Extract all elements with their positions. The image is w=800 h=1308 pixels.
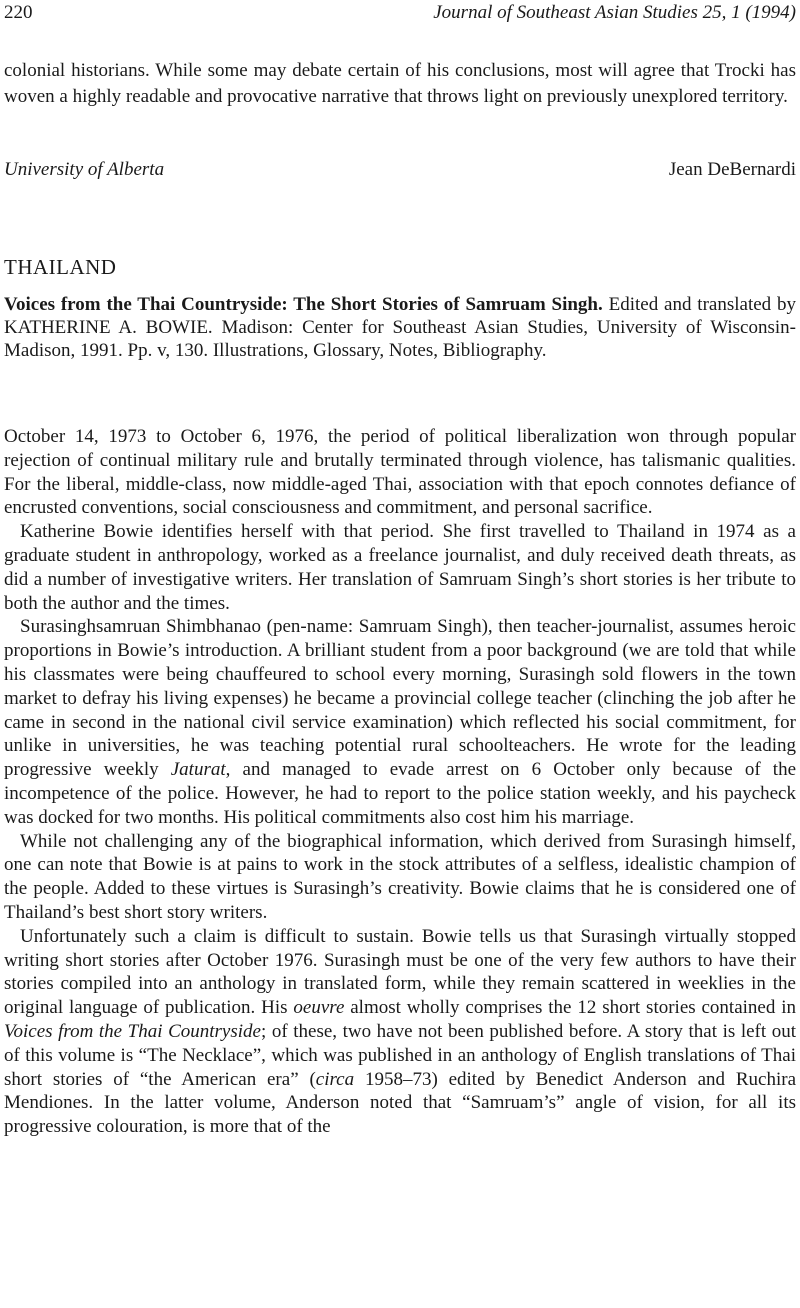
paragraph-2: Katherine Bowie identifies herself with that period. She first travelled to Thailand in 1974 as a graduate student in anthropology, worked as a freelance journalist, and duly received death threats, as did a number of investigative writers. Her translation of Samruam Singh’s short stories is her tribute to both the author and the times. (4, 521, 796, 614)
previous-review-ending (4, 58, 796, 111)
reviewer-institution: University of Alberta (4, 159, 165, 180)
book-citation (4, 293, 796, 362)
section-heading: THAILAND (4, 255, 117, 279)
book-details: Edited and translated by KATHERINE A. BOWIE. Madison: Center for Southeast Asian Studies, University of Wisconsin-Madison, 1991. Pp. v, 130. Illustrations, Glossary, Notes, Bibliography. (4, 294, 797, 361)
book-title-italic: Voices from the Thai Countryside (4, 1020, 261, 1042)
closing-paragraph: colonial historians. While some may debate certain of his conclusions, most will agree that Trocki has woven a highly readable and provocative narrative that throws light on previously unexplored territory. (4, 60, 796, 108)
reviewer-signature (4, 159, 796, 187)
paragraph-1: October 14, 1973 to October 6, 1976, the period of political liberalization won through popular rejection of continual military rule and brutally terminated through violence, has talismanic qualities. For the liberal, middle-class, now middle-aged Thai, association with that epoch connotes defiance of encrusted conventions, social consciousness and commitment, and personal sacrifice. (4, 426, 796, 519)
book-title: Voices from the Thai Countryside: The Short Stories of Samruam Singh. (4, 294, 603, 315)
running-head: Journal of Southeast Asian Studies 25, 1 (1994) (433, 2, 796, 23)
paragraph-5: Unfortunately such a claim is difficult to sustain. Bowie tells us that Surasingh virtually stopped writing short stories after October 1976. Surasingh must be one of the very few authors to have their stories compiled into an anthology in translated form, while they remain scattered in weeklies in the original language of publication. His oeuvre almost wholly comprises the 12 short stories contained in Voices from the Thai Countryside; of these, two have not been published before. A story that is left out of this volume is “The Necklace”, which was published in an anthology of English translations of Thai short stories of “the American era” (circa 1958–73) edited by Benedict Anderson and Ruchira Mendiones. In the latter volume, Anderson noted that “Samruam’s” angle of vision, for all its progressive colouration, is more that of the (4, 925, 797, 1138)
page-number: 220 (4, 2, 33, 23)
page-header (4, 2, 796, 32)
periodical-title: Jaturat (170, 759, 226, 781)
paragraph-3: Surasinghsamruan Shimbhanao (pen-name: Samruam Singh), then teacher-journalist, assumes heroic proportions in Bowie’s introduction. A brilliant student from a poor background (we are told that while his classmates were being chauffeured to school every morning, Surasingh sold flowers in the town market to defray his living expenses) he became a provincial college teacher (clinching the job after he came in second in the national civil service examination) which reflected his social commitment, for unlike in universities, he was teaching potential rural schoolteachers. He wrote for the leading progressive weekly Jaturat, and managed to evade arrest on 6 October only because of the incompetence of the police. However, he had to report to the police station weekly, and his paycheck was docked for two months. His political commitments also cost him his marriage. (4, 616, 796, 828)
reviewer-name: Jean DeBernardi (668, 159, 796, 180)
paragraph-4: While not challenging any of the biographical information, which derived from Surasingh himself, one can note that Bowie is at pains to work in the stock attributes of a selfless, idealistic champion of the people. Added to these virtues is Surasingh’s creativity. Bowie claims that he is considered one of Thailand’s best short story writers. (4, 830, 796, 923)
review-body (4, 425, 796, 1139)
